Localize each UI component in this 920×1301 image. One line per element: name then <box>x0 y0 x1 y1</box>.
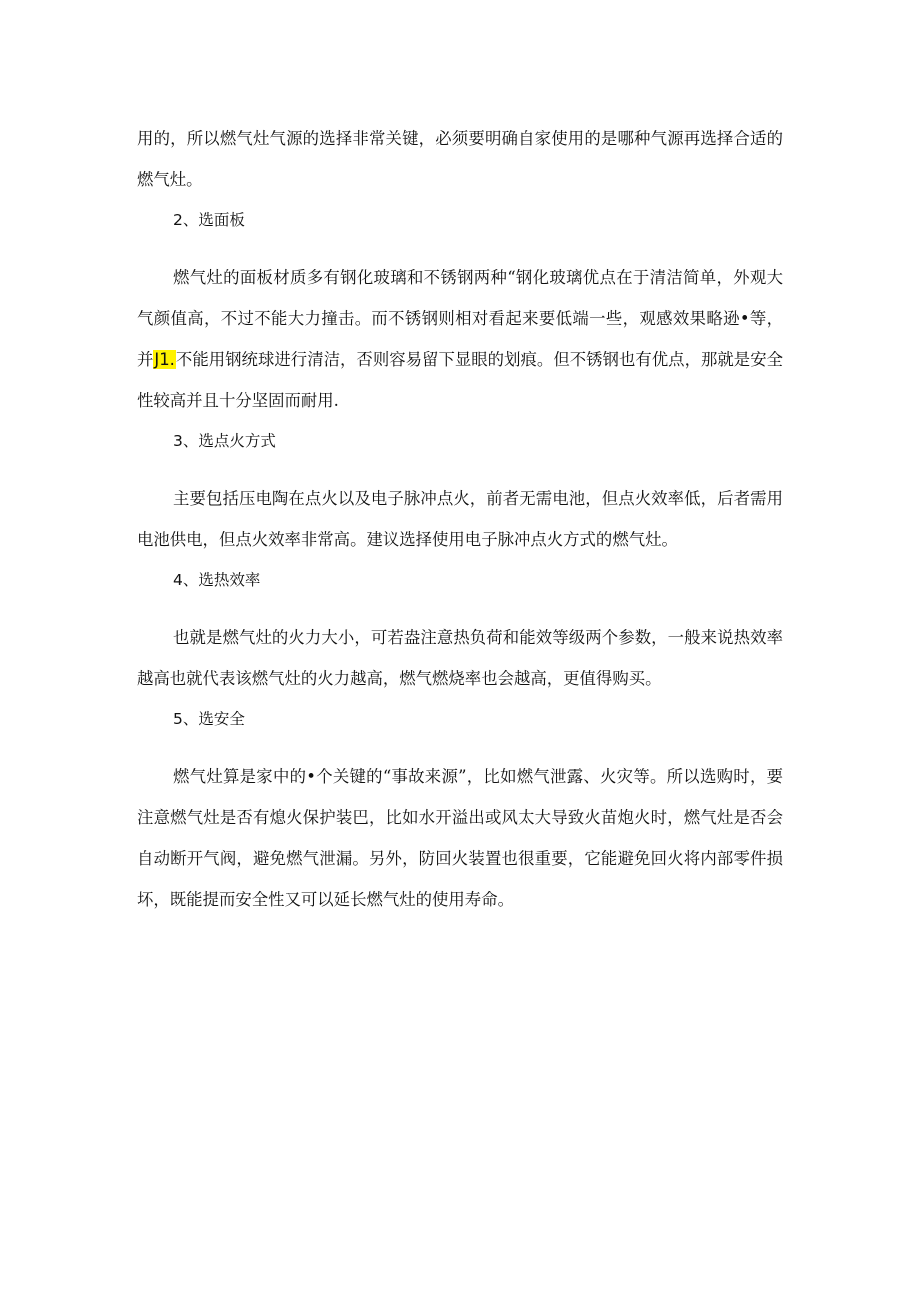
section-paragraph-safety: 燃气灶算是家中的•个关键的“事故来源”，比如燃气泄露、火灾等。所以选购时，要注意燃气灶是否有熄火保护装巴，比如水开溢出或风太大导致火苗炮火时，燃气灶是否会自动断开气阀，避免燃气泄漏。另外，防回火装置也很重要，它能避免回火将内部零件损坏，既能提而安全性又可以延长燃气灶的使用寿命。 <box>137 767 783 909</box>
panel-text-after: 不能用钢统球进行清洁，否则容易留下显眼的划痕。但不锈钢也有优点，那就是安全性较高并且十分坚固而耐用. <box>137 350 784 410</box>
intro-paragraph: 用的，所以燃气灶气源的选择非常关键，必须要明确自家使用的是哪种气源再选择合适的燃气灶。 <box>137 129 783 189</box>
section-paragraph-panel <box>137 257 783 421</box>
section-heading-safety: 5、选安全 <box>173 710 245 728</box>
section-heading-panel: 2、选面板 <box>173 211 245 229</box>
document-body <box>137 118 783 920</box>
panel-text-before: 燃气灶的面板材质多有钢化玻璃和不锈钢两种“钢化玻璃优点在于清洁简单，外观大气颜值高，不过不能大力撞击。而不锈钢则相对看起来要低端一些，观感效果略逊•等，并 <box>137 268 783 369</box>
section-paragraph-efficiency: 也就是燃气灶的火力大小，可若盎注意热负荷和能效等级两个参数，一般来说热效率越高也就代表该燃气灶的火力越高，燃气燃烧率也会越高，更值得购买。 <box>137 628 783 688</box>
section-heading-efficiency: 4、选热效率 <box>173 571 261 589</box>
section-heading-ignition: 3、选点火方式 <box>173 432 276 450</box>
section-paragraph-ignition: 主要包括压电陶在点火以及电子脉冲点火，前者无需电池，但点火效率低，后者需用电池供电，但点火效率非常高。建议选择使用电子脉冲点火方式的燃气灶。 <box>137 489 783 549</box>
highlighted-text: J1. <box>154 350 175 369</box>
